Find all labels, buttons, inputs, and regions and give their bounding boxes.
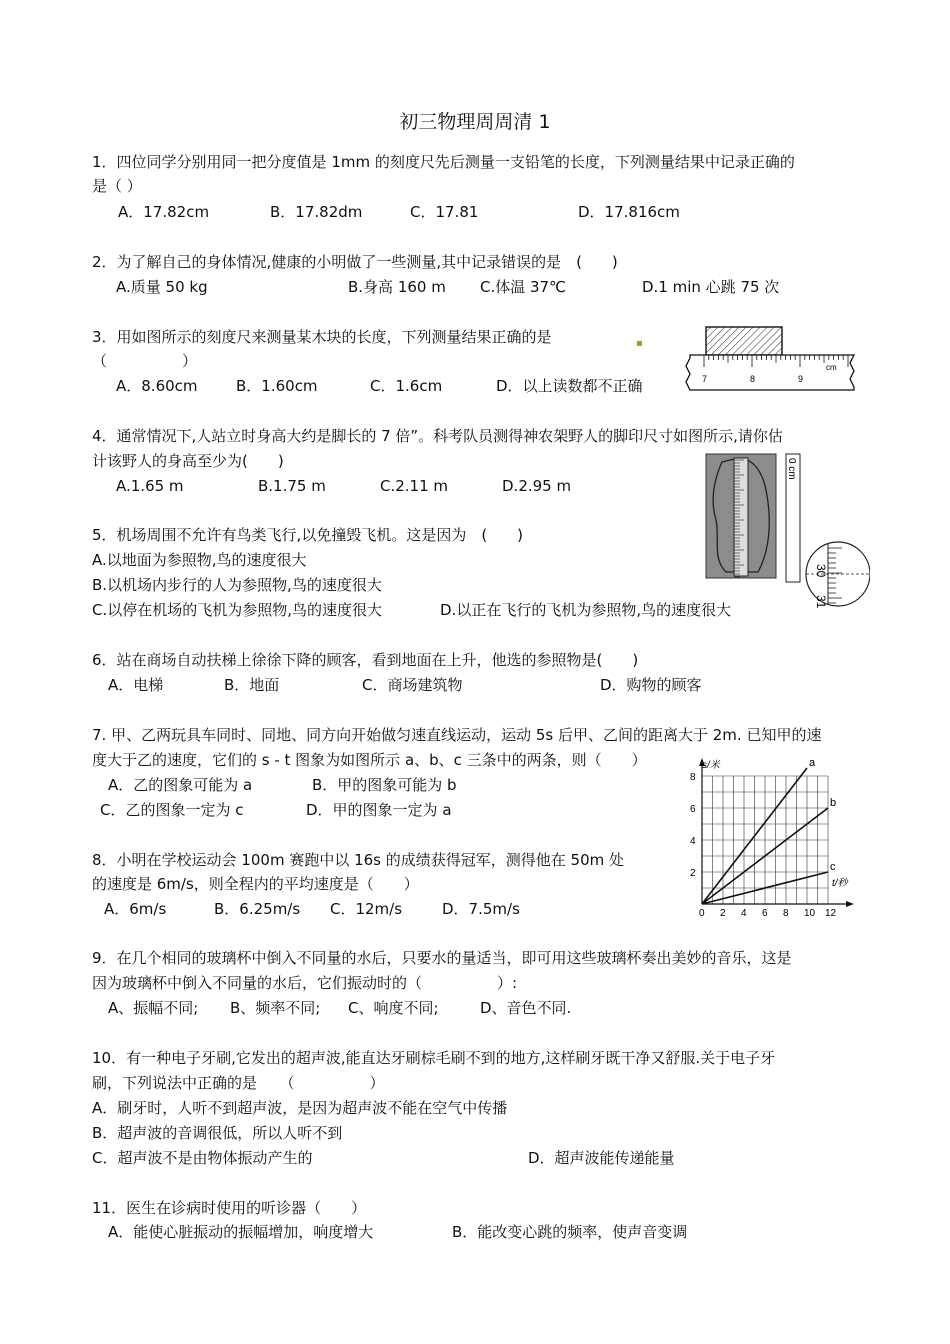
q10-stem-line2: 刷，下列说法中正确的是 （ ） (92, 1074, 385, 1092)
q8-stem-line2: 的速度是 6m/s，则全程内的平均速度是（ ） (92, 875, 419, 893)
q8-option-c: C．12m/s (330, 900, 403, 918)
graph-xlabel: t/秒 (832, 878, 848, 889)
q7-stem-line2: 度大于乙的速度，它们的 s - t 图象为如图所示 a、b、c 三条中的两条，则（ ） (92, 751, 647, 769)
ruler-body (686, 355, 854, 390)
q8-option-b: B．6.25m/s (214, 900, 301, 918)
q9-option-d: D、音色不同. (480, 999, 572, 1017)
x-tick-label: 10 (804, 908, 816, 916)
q3-option-b: B．1.60cm (236, 377, 318, 395)
q1-stem-line1: 1．四位同学分别用同一把分度值是 1mm 的刻度尺先后测量一支铅笔的长度，下列测量结果中记录正确的 (92, 153, 795, 171)
ruler-label-7: 7 (702, 374, 708, 384)
q8-option-a: A．6m/s (104, 900, 167, 918)
page-title: 初三物理周周清 1 (399, 111, 551, 133)
q4-option-b: B.1.75 m (258, 477, 326, 495)
x-axis-arrow (846, 901, 854, 907)
q3-paren: （ ） (92, 352, 198, 370)
q9-option-a: A、振幅不同; (108, 999, 199, 1017)
y-tick-label: 6 (690, 804, 696, 815)
x-tick-label: 6 (762, 908, 768, 916)
q4-option-a: A.1.65 m (116, 477, 184, 495)
y-tick-label: 8 (690, 772, 696, 783)
graph-tick-labels (690, 772, 837, 916)
q5-option-a: A.以地面为参照物,鸟的速度很大 (92, 551, 307, 569)
graph-grid (702, 776, 828, 904)
q3-option-c: C．1.6cm (370, 377, 443, 395)
series-label-b: b (830, 797, 837, 809)
q6-option-d: D．购物的顾客 (600, 676, 702, 694)
q2-option-b: B.身高 160 m (348, 278, 446, 296)
q11-option-a: A．能使心脏振动的振幅增加，响度增大 (108, 1223, 374, 1241)
q6-option-b: B．地面 (224, 676, 280, 694)
ruler-unit: cm (826, 363, 837, 372)
q5-option-b: B.以机场内步行的人为参照物,鸟的速度很大 (92, 576, 382, 594)
q9-option-c: C、响度不同; (348, 999, 439, 1017)
q5-option-d: D.以正在飞行的飞机为参照物,鸟的速度很大 (440, 601, 732, 619)
q4-option-c: C.2.11 m (380, 477, 449, 495)
q4-stem-line1: 4．通常情况下,人站立时身高大约是脚长的 7 倍”。科考队员测得神农架野人的脚印尺寸如图所示,请你估 (92, 427, 783, 445)
q5-stem: 5．机场周围不允许有鸟类飞行,以免撞毁飞机。这是因为 ( ) (92, 526, 524, 544)
q9-option-b: B、频率不同; (230, 999, 321, 1017)
zoom-label-31: 31 (814, 595, 828, 609)
q7-stem-line1: 7. 甲、乙两玩具车同时、同地、同方向开始做匀速直线运动，运动 5s 后甲、乙间的距离大于 2m. 已知甲的速 (92, 726, 822, 744)
q7-option-d: D．甲的图象一定为 a (306, 801, 452, 819)
q6-option-c: C．商场建筑物 (362, 676, 463, 694)
graph-series (702, 757, 836, 904)
series-label-a: a (809, 757, 816, 769)
zoom-label-30: 30 (814, 564, 828, 578)
q7-option-c: C．乙的图象一定为 c (100, 801, 244, 819)
q9-stem-line2: 因为玻璃杯中倒入不同量的水后，它们振动时的（ ）: (92, 974, 518, 992)
q11-stem: 11．医生在诊病时使用的听诊器（ ） (92, 1199, 367, 1217)
q10-option-a: A．刷牙时，人听不到超声波，是因为超声波不能在空气中传播 (92, 1099, 508, 1117)
q1-option-a: A．17.82cm (118, 203, 210, 221)
graph-ylabel: s/米 (702, 760, 720, 771)
x-tick-label: 4 (741, 908, 747, 916)
q3-option-a: A．8.60cm (116, 377, 198, 395)
q10-stem-line1: 10．有一种电子牙刷,它发出的超声波,能直达牙刷棕毛刷不到的地方,这样刷牙既干净又舒服.关于电子牙 (92, 1049, 776, 1067)
q1-option-b: B．17.82dm (270, 203, 363, 221)
q8-stem-line1: 8．小明在学校运动会 100m 赛跑中以 16s 的成绩获得冠军，测得他在 50m 处 (92, 851, 624, 869)
wood-block (706, 327, 782, 355)
q6-stem: 6．站在商场自动扶梯上徐徐下降的顾客，看到地面在上升，他选的参照物是( ) (92, 651, 639, 669)
q1-stem-line2: 是（ ） (92, 177, 142, 195)
q2-option-d: D.1 min 心跳 75 次 (642, 278, 780, 296)
ruler-label-9: 9 (798, 374, 804, 384)
q4-option-d: D.2.95 m (502, 477, 572, 495)
q7-option-a: A．乙的图象可能为 a (108, 776, 253, 794)
q1-option-d: D．17.816cm (578, 203, 680, 221)
q9-stem-line1: 9．在几个相同的玻璃杯中倒入不同量的水后，只要水的量适当，即可用这些玻璃杯奏出美妙的音乐，这是 (92, 949, 792, 967)
footprint-figure (700, 450, 870, 625)
q7-option-b: B．甲的图象可能为 b (312, 776, 457, 794)
q8-option-d: D．7.5m/s (442, 900, 520, 918)
q3-option-d: D．以上读数都不正确 (496, 377, 643, 395)
y-tick-label: 4 (690, 836, 696, 847)
q10-option-d: D．超声波能传递能量 (528, 1149, 675, 1167)
q10-option-c: C．超声波不是由物体振动产生的 (92, 1149, 313, 1167)
scale-zero-label: 0 cm (786, 458, 797, 480)
q11-option-b: B．能改变心跳的频率，使声音变调 (452, 1223, 688, 1241)
x-tick-label: 8 (783, 908, 789, 916)
q6-option-a: A．电梯 (108, 676, 164, 694)
ruler-label-8: 8 (750, 374, 756, 384)
q2-option-a: A.质量 50 kg (116, 278, 208, 296)
x-tick-label: 12 (825, 908, 837, 916)
series-label-c: c (830, 861, 836, 873)
q4-stem-line2: 计该野人的身高至少为( ) (92, 452, 284, 470)
q2-option-c: C.体温 37℃ (480, 278, 566, 296)
st-graph (672, 756, 862, 916)
x-tick-label: 2 (720, 908, 726, 916)
q10-option-b: B．超声波的音调很低，所以人听不到 (92, 1124, 343, 1142)
q2-stem: 2．为了解自己的身体情况,健康的小明做了一些测量,其中记录错误的是 ( ) (92, 253, 618, 271)
x-tick-label: 0 (699, 908, 705, 916)
ruler-figure (680, 322, 860, 394)
q5-option-c: C.以停在机场的飞机为参照物,鸟的速度很大 (92, 601, 383, 619)
y-tick-label: 2 (690, 868, 696, 879)
stray-dot: ▪ (636, 338, 643, 349)
q1-option-c: C．17.81 (410, 203, 479, 221)
q3-stem: 3．用如图所示的刻度尺来测量某木块的长度，下列测量结果正确的是 (92, 328, 552, 346)
